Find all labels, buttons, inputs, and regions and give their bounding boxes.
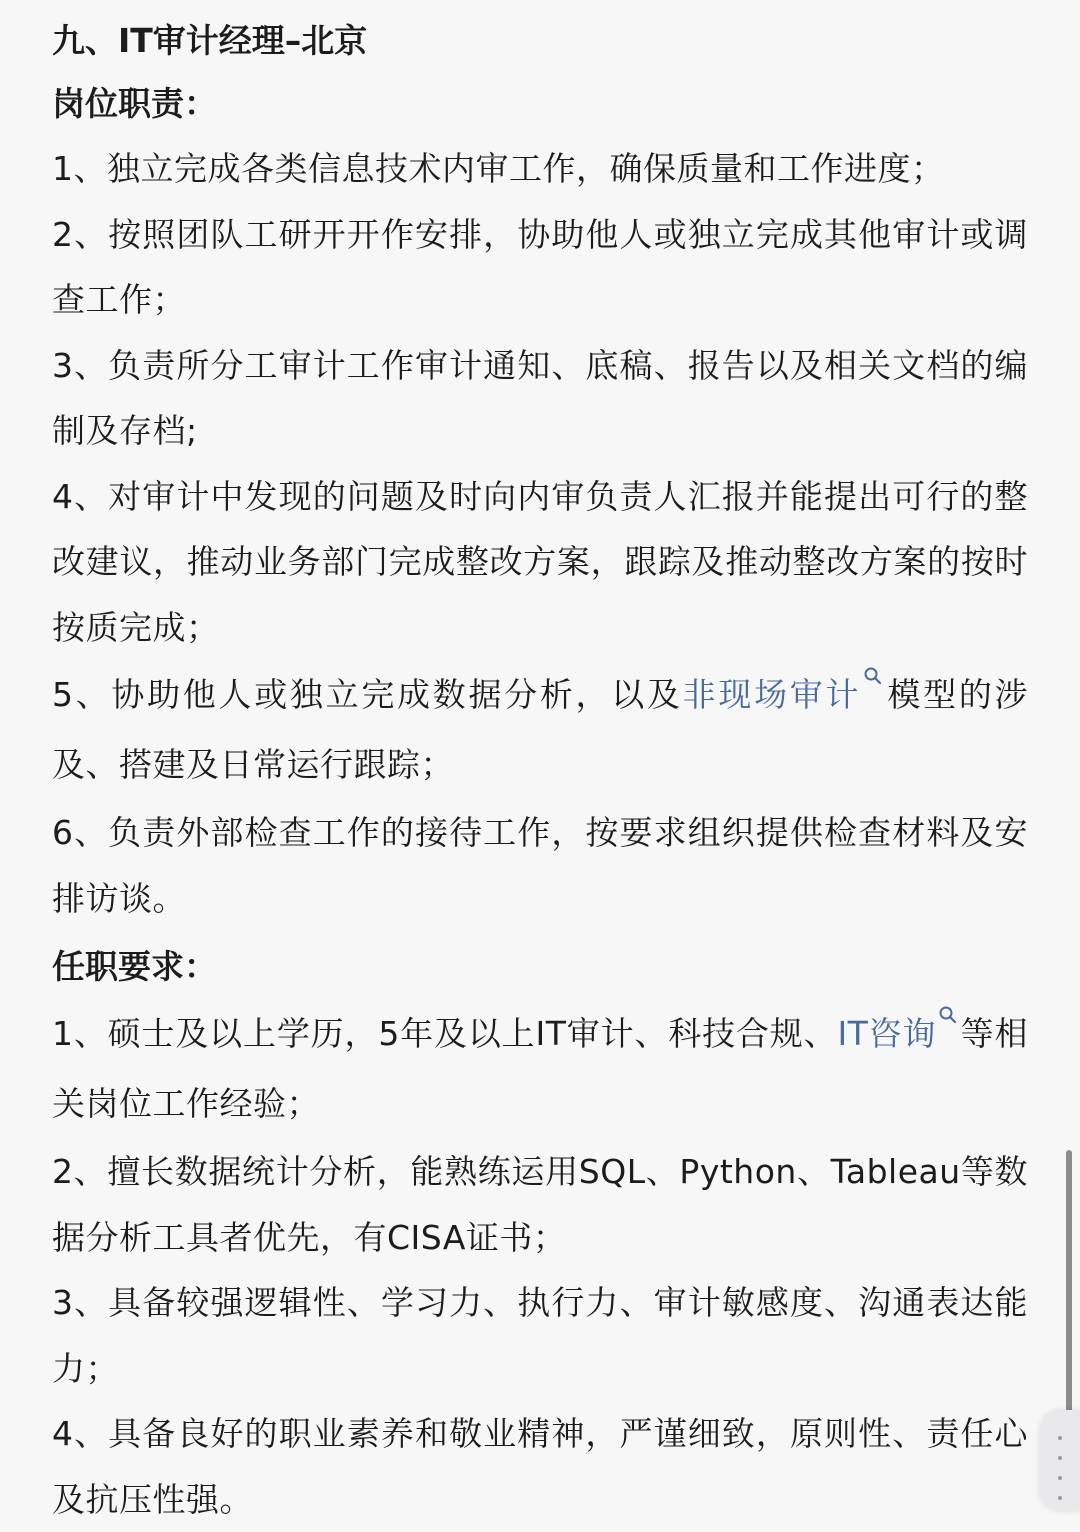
duty-item-3: 3、负责所分工审计工作审计通知、底稿、报告以及相关文档的编制及存档;: [52, 345, 1028, 450]
duty-item-6: 6、负责外部检查工作的接待工作，按要求组织提供检查材料及安排访谈。: [52, 813, 1028, 918]
duty-item-5-text-after: 模型的涉及、搭建及日常运行跟踪；: [52, 675, 1029, 784]
requirement-item-1-text-after: 等相关岗位工作经验；: [52, 1014, 1029, 1123]
requirement-item-3: 3、具备较强逻辑性、学习力、执行力、审计敏感度、沟通表达能力；: [52, 1283, 1028, 1388]
search-link-label: 非现场审计: [682, 675, 862, 714]
grip-dot-icon: [1058, 1496, 1062, 1500]
duties-heading: 岗位职责：: [52, 84, 217, 123]
requirements-heading: 任职要求：: [52, 947, 217, 986]
search-icon: [863, 666, 883, 686]
job-title: 九、IT审计经理–北京: [52, 21, 368, 60]
requirement-item-1: [52, 999, 1028, 1139]
requirement-item-4: 4、具备良好的职业素养和敬业精神，严谨细致，原则性、责任心及抗压性强。: [52, 1414, 1028, 1519]
duty-item-1: 1、独立完成各类信息技术内审工作，确保质量和工作进度；: [52, 149, 945, 188]
search-link-offsite-audit[interactable]: [683, 675, 886, 714]
requirement-item-2: 2、擅长数据统计分析，能熟练运用SQL、Python、Tableau等数据分析工具者优先，有CISA证书；: [52, 1152, 1028, 1257]
search-link-it-consulting[interactable]: [837, 1014, 960, 1053]
grip-dot-icon: [1058, 1456, 1062, 1460]
fast-scroll-handle[interactable]: [1040, 1410, 1080, 1511]
duty-item-4: 4、对审计中发现的问题及时向内审负责人汇报并能提出可行的整改建议，推动业务部门完成整改方案，跟踪及推动整改方案的按时按质完成；: [52, 476, 1028, 647]
vertical-scrollbar[interactable]: [1066, 1150, 1072, 1430]
duty-item-2: 2、按照团队工研开开作安排，协助他人或独立完成其他审计或调查工作；: [52, 214, 1028, 319]
duty-item-5-text-before: 5、协助他人或独立完成数据分析，以及: [52, 675, 683, 714]
requirement-item-1-text-before: 1、硕士及以上学历，5年及以上IT审计、科技合规、: [52, 1014, 838, 1053]
search-icon: [938, 1005, 958, 1025]
search-link-label: IT咨询: [837, 1014, 937, 1053]
duty-item-5: [52, 660, 1028, 800]
grip-dot-icon: [1058, 1476, 1062, 1480]
grip-dot-icon: [1058, 1436, 1062, 1440]
article-body: [52, 14, 1028, 1532]
